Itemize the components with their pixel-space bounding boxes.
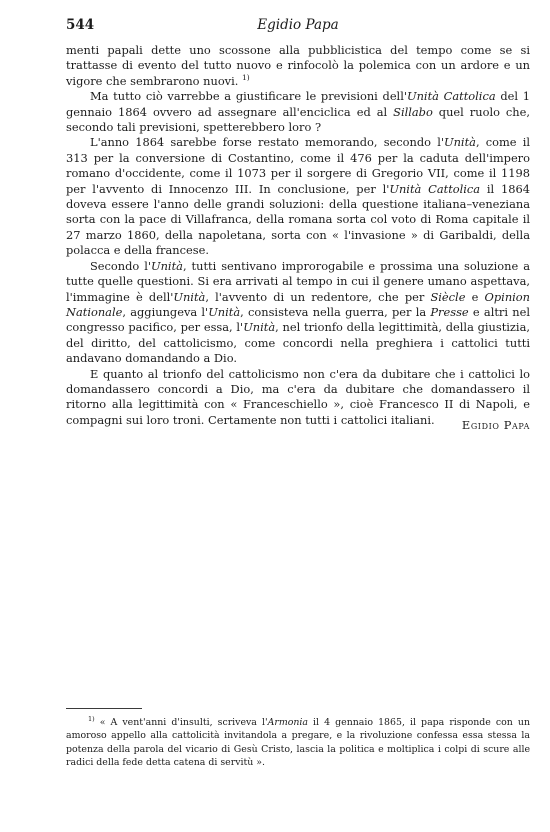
paragraph <box>66 89 530 135</box>
italic-title: Unità <box>151 258 183 273</box>
italic-title: Unità <box>243 320 276 335</box>
text-run: , tutti sentivano improrogabile e prossima una soluzione a tutte quelle questioni. Si era arrivati al tempo in cui il genere umano aspettava, l'immagine è dell' <box>66 258 530 304</box>
author-signature: Egidio Papa <box>461 418 530 432</box>
text-run: « A vent'anni d'insulti, scriveva l' <box>94 717 268 728</box>
italic-title: Unità <box>173 289 206 304</box>
italic-title: Unità Cattolica <box>389 181 481 196</box>
italic-title: Siècle <box>430 289 466 304</box>
text-run: e <box>465 289 485 304</box>
paragraph <box>66 259 530 367</box>
text-run: , l'avvento di un redentore, che per <box>205 289 431 304</box>
text-run: , aggiungeva l' <box>122 304 209 319</box>
italic-title: Unità <box>208 304 241 319</box>
footnote <box>66 716 530 770</box>
text-run: L'anno 1864 sarebbe forse restato memorando, secondo l' <box>90 135 444 150</box>
footnote-reference: 1) <box>242 73 250 83</box>
italic-title: Opinion Nationale <box>66 289 530 319</box>
paragraph <box>66 135 530 258</box>
page-header <box>66 17 530 35</box>
running-head: Egidio Papa <box>257 17 339 33</box>
body-text <box>66 43 530 428</box>
text-run: il 1864 doveva essere l'anno delle grandi soluzioni: della questione italiana–veneziana sorta con la pace di Villafranca, della romana sorta col voto di Roma capitale il 27 marzo 1860, della napoletana, sorta con « l'invasione » di Garibaldi, della polacca e della francese. <box>66 181 530 258</box>
text-run: quel ruolo che, secondo tali previsioni, spetterebbero loro ? <box>66 104 531 135</box>
text-run: , nel trionfo della legittimità, della giustizia, del diritto, del cattolicismo, come concordi nella preghiera i cattolici tutti andavano domandando a Dio. <box>66 320 530 366</box>
text-run: il 4 gennaio 1865, il papa risponde con un amoroso appello alla cattolicità invitandola a pregare, e la rivoluzione confessa essa stessa la potenza della parola del vicario di Gesù Cristo, lascia la politica e moltiplica i colpi di scure alle radici della fede detta catena di servitù ». <box>66 717 530 769</box>
text-run: , come il 313 per la conversione di Costantino, come il 476 per la caduta dell'impero romano d'occidente, come il 1073 per il sorgere di Gregorio VII, come il 1198 per l'avvento di Innocenzo III. In conclusione, per l' <box>66 135 530 196</box>
italic-title: Sillabo <box>393 104 433 119</box>
footnote-divider <box>66 708 142 709</box>
text-run: del 1 gennaio 1864 ovvero ad assegnare all'enciclica ed al <box>66 89 530 119</box>
italic-title: Armonia <box>267 717 308 728</box>
footnote-marker: 1) <box>88 714 95 723</box>
text-run: e altri nel congresso pacifico, per essa, l' <box>66 304 530 335</box>
italic-title: Unità Cattolica <box>406 89 496 104</box>
paragraph <box>66 43 530 89</box>
text-run: E quanto al trionfo del cattolicismo non c'era da dubitare che i cattolici lo domandassero concordi a Dio, ma c'era da dubitare che domandassero il ritorno alla legittimità con « Franceschiello », cioè Francesco II di Napoli, e compagni sui loro troni. Certamente non tutti i cattolici italiani. <box>66 366 530 427</box>
text-run: menti papali dette uno scossone alla pubblicistica del tempo come se si trattasse di evento del tutto nuovo e rinfocolò la polemica con un ardore e un vigore che sembrarono nuovi. <box>66 43 530 88</box>
paragraph <box>66 367 530 429</box>
text-run: , consisteva nella guerra, per la <box>240 304 431 319</box>
italic-title: Presse <box>430 304 469 319</box>
text-run: Secondo l' <box>90 258 151 273</box>
italic-title: Unità <box>443 135 476 150</box>
page-number: 544 <box>66 17 95 33</box>
text-run: Ma tutto ciò varrebbe a giustificare le previsioni dell' <box>90 89 407 104</box>
